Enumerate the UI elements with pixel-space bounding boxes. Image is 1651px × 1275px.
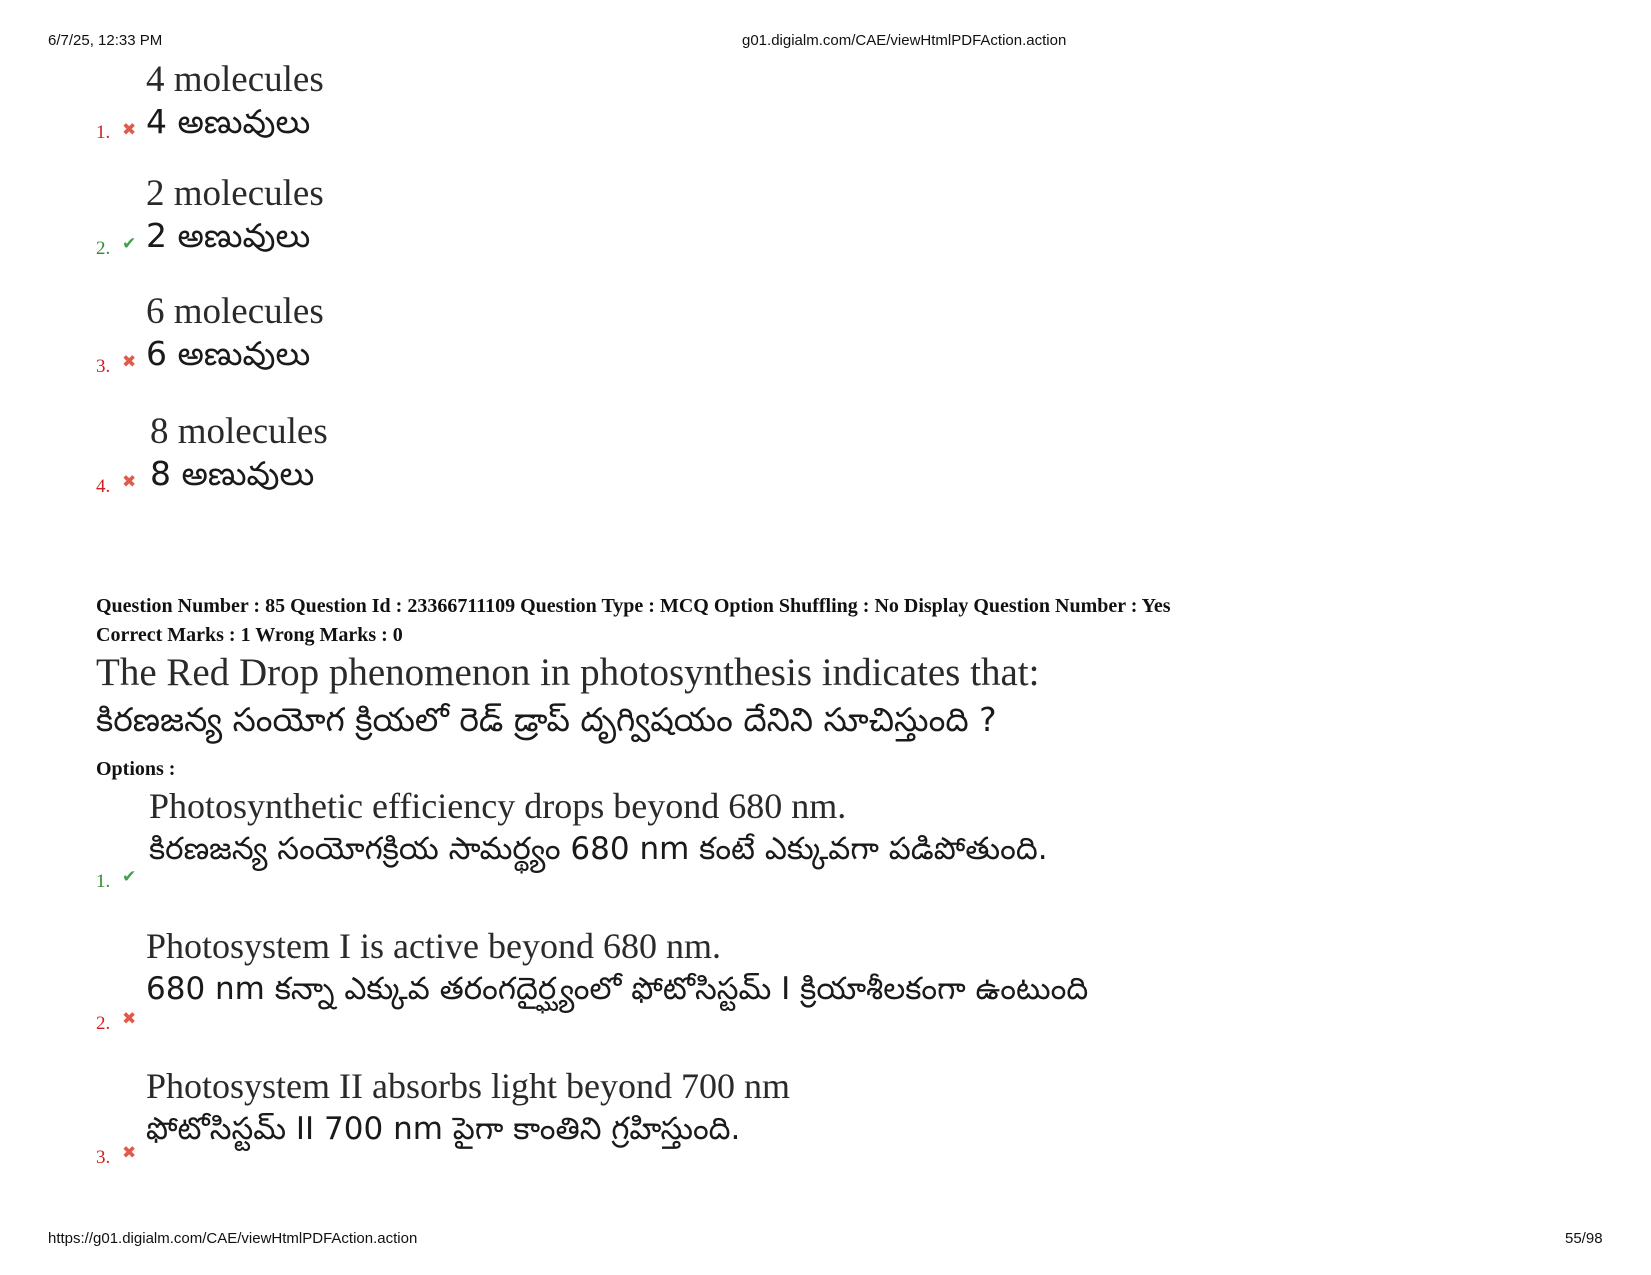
print-header-url: g01.digialm.com/CAE/viewHtmlPDFAction.action	[742, 32, 1067, 49]
option-number: 4.	[96, 476, 111, 497]
cross-icon: ✖	[122, 1143, 137, 1163]
option-text-en: 6 molecules	[146, 291, 324, 332]
option-text-te: 6 అణువులు	[146, 334, 311, 373]
option-text-te: ఫోటోసిస్టమ్ II 700 nm పైగా కాంతిని గ్రహిస్తుంది.	[146, 1111, 741, 1147]
cross-icon: ✖	[122, 120, 137, 140]
option-3	[96, 1065, 1396, 1168]
option-text-en: 8 molecules	[150, 411, 328, 452]
options-label: Options :	[96, 758, 176, 780]
prev-option-2	[96, 172, 1396, 262]
option-number: 3.	[96, 1147, 111, 1168]
option-1	[96, 785, 1396, 892]
option-text-te: కిరణజన్య సంయోగక్రియ సామర్థ్యం 680 nm కంటే ఎక్కువగా పడిపోతుంది.	[149, 831, 1048, 867]
page-counter: 55/98	[1565, 1230, 1603, 1247]
option-text-en: Photosynthetic efficiency drops beyond 680 nm.	[149, 786, 847, 826]
option-number: 3.	[96, 356, 111, 377]
question-marks: Correct Marks : 1 Wrong Marks : 0	[96, 624, 403, 646]
check-icon: ✔	[122, 234, 137, 254]
option-text-te: 8 అణువులు	[150, 454, 315, 493]
question-text-te: కిరణజన్య సంయోగ క్రియలో రెడ్ డ్రాప్ దృగ్విషయం దేనిని సూచిస్తుంది ?	[96, 700, 997, 739]
cross-icon: ✖	[122, 352, 137, 372]
option-number: 1.	[96, 122, 111, 143]
prev-option-4	[96, 410, 1396, 500]
question-text-en: The Red Drop phenomenon in photosynthesis indicates that:	[96, 651, 1040, 694]
question-meta: Question Number : 85 Question Id : 23366711109 Question Type : MCQ Option Shuffling : No Display Question Number : Yes	[96, 595, 1171, 617]
cross-icon: ✖	[122, 472, 137, 492]
option-text-en: 4 molecules	[146, 59, 324, 100]
option-text-en: Photosystem II absorbs light beyond 700 nm	[146, 1066, 790, 1106]
option-text-en: Photosystem I is active beyond 680 nm.	[146, 926, 721, 966]
cross-icon: ✖	[122, 1009, 137, 1029]
print-footer-url: https://g01.digialm.com/CAE/viewHtmlPDFAction.action	[48, 1230, 418, 1247]
option-number: 1.	[96, 871, 111, 892]
option-number: 2.	[96, 1013, 111, 1034]
check-icon: ✔	[122, 867, 137, 887]
prev-option-3	[96, 290, 1396, 380]
option-text-te: 2 అణువులు	[146, 216, 311, 255]
option-text-en: 2 molecules	[146, 173, 324, 214]
option-text-te: 4 అణువులు	[146, 102, 311, 141]
option-number: 2.	[96, 238, 111, 259]
option-text-te: 680 nm కన్నా ఎక్కువ తరంగదైర్ఘ్యంలో ఫోటోసిస్టమ్ I క్రియాశీలకంగా ఉంటుంది	[146, 971, 1089, 1007]
prev-option-1	[96, 58, 1396, 148]
option-2	[96, 925, 1396, 1034]
print-datetime: 6/7/25, 12:33 PM	[48, 32, 163, 49]
